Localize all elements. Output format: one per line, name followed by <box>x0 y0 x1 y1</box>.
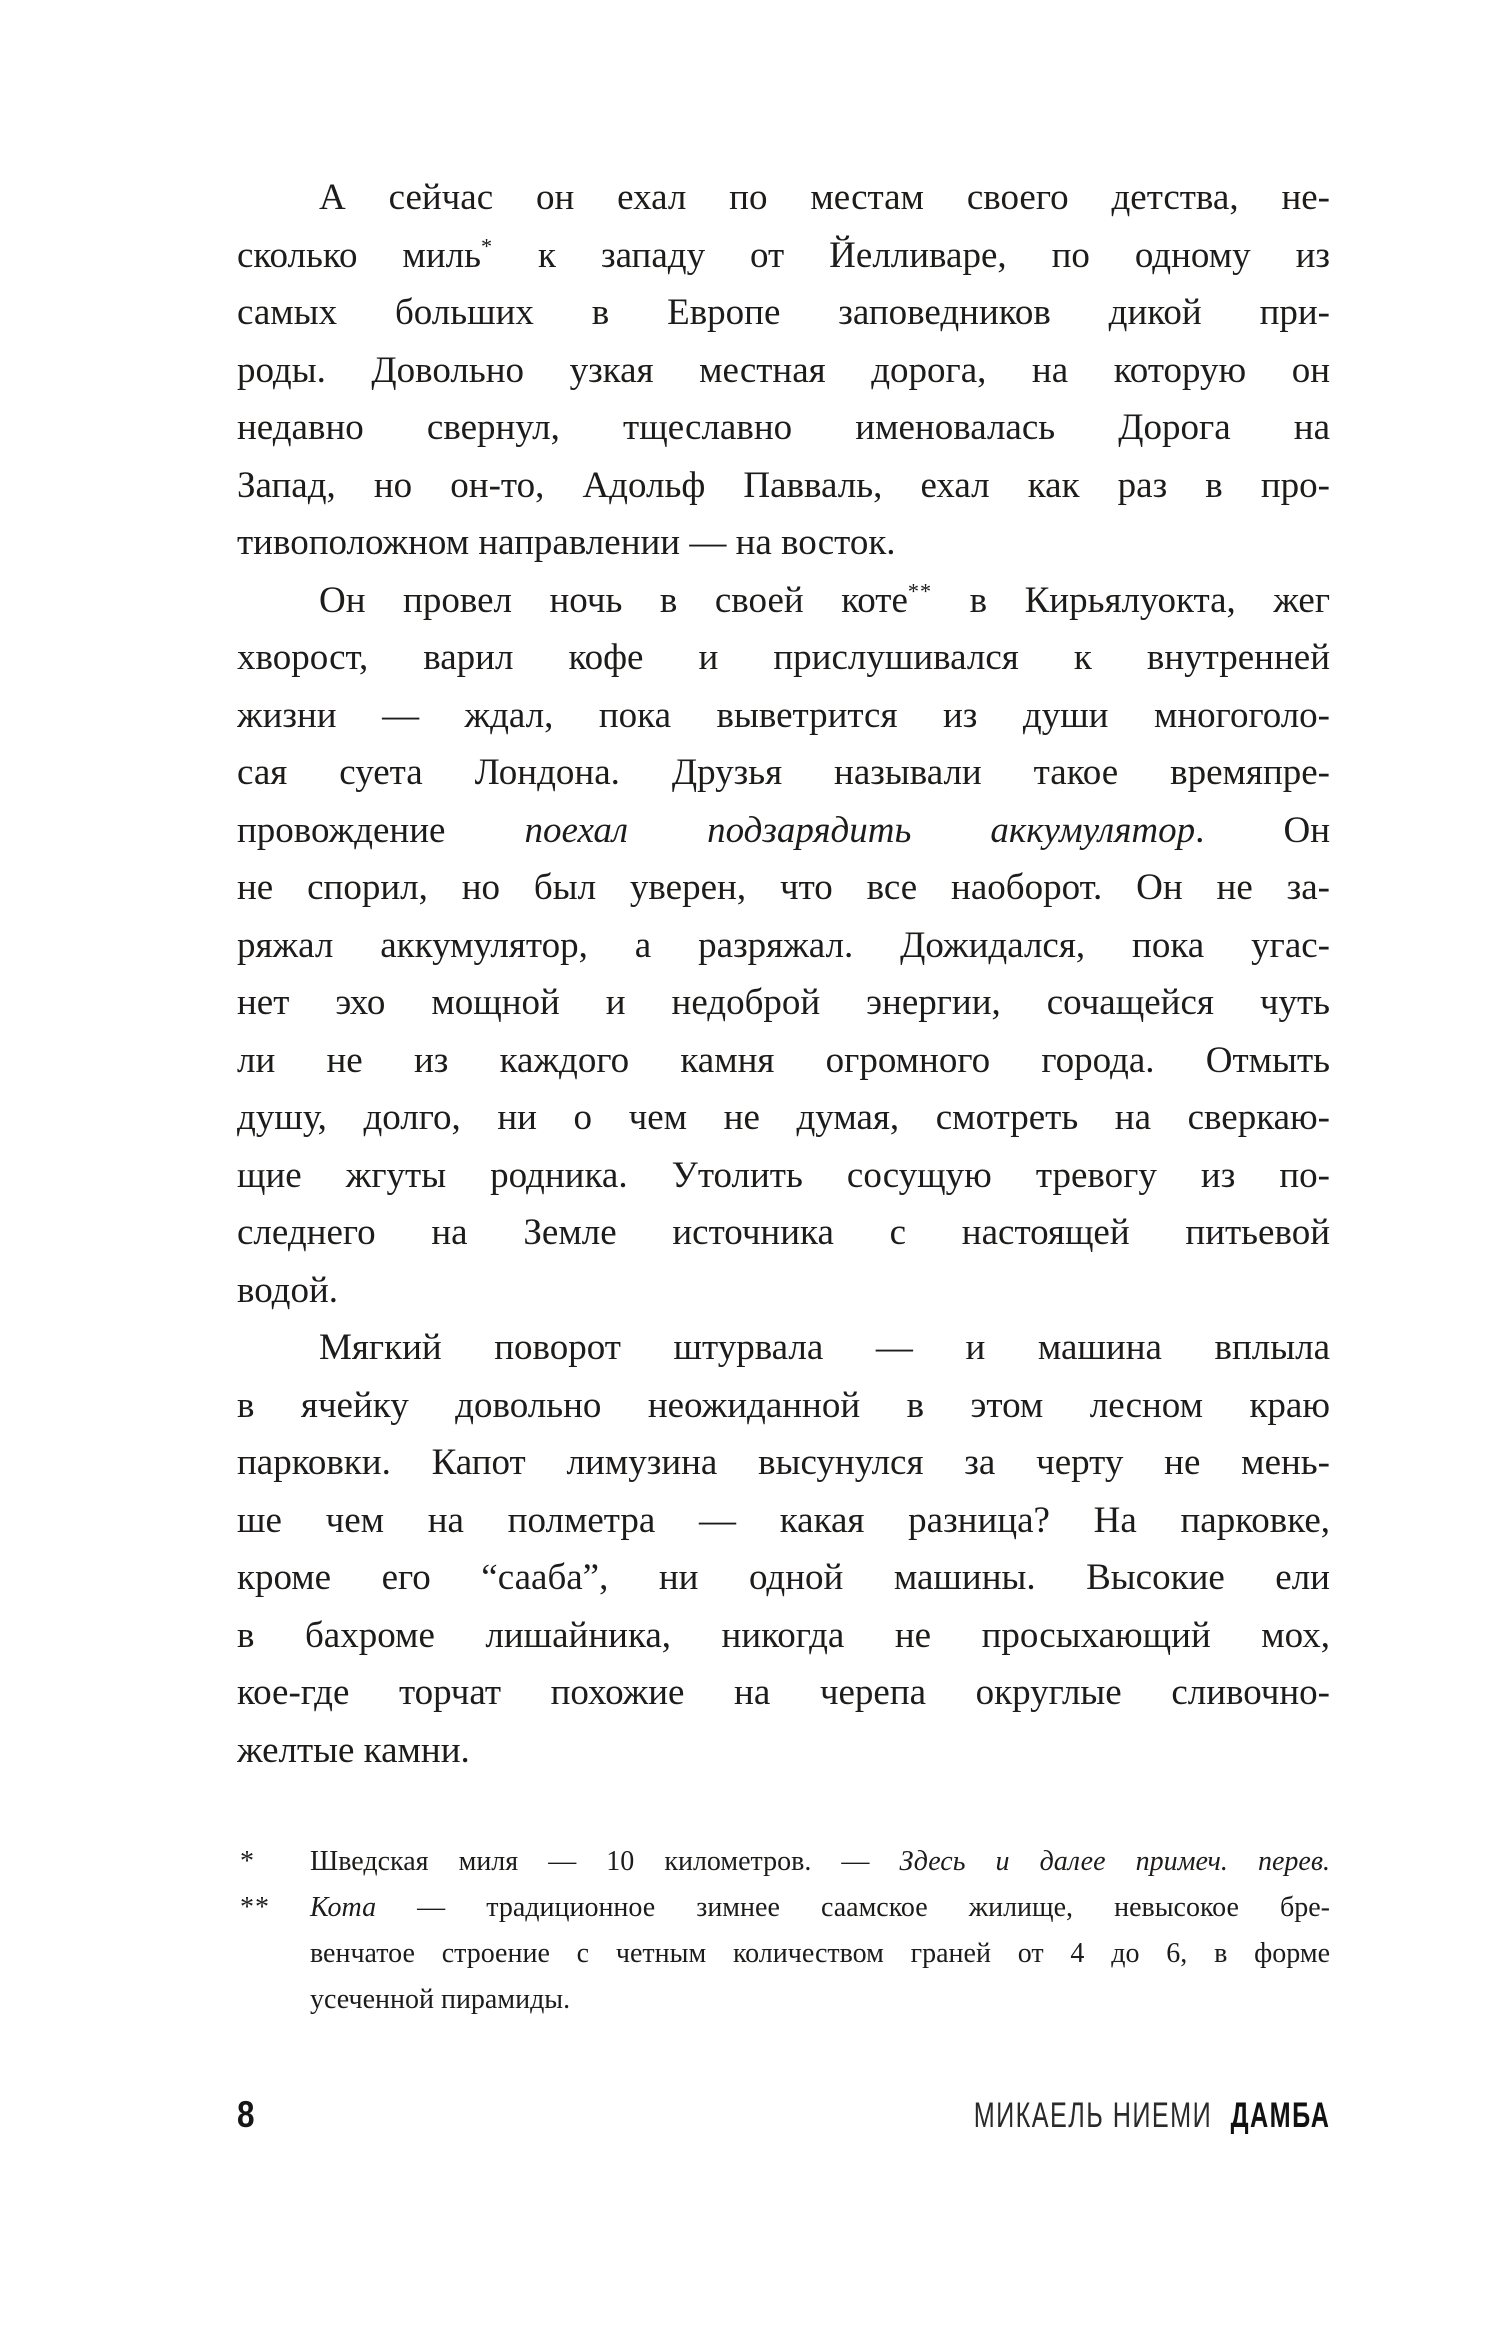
body-line <box>237 859 1330 917</box>
footnote-marker: * <box>240 1846 255 1877</box>
body-line <box>237 629 1330 687</box>
text-run: сая суета Лондона. Друзья называли такое времяпре- <box>237 752 1330 793</box>
text-run: желтые камни. <box>237 1729 470 1771</box>
body-line <box>237 1147 1330 1205</box>
body-line <box>237 917 1330 975</box>
body-text <box>237 169 1330 1779</box>
text-run: Шведская миля — 10 километров. — <box>310 1846 900 1877</box>
italic-text-run: Здесь и далее примеч. перев. <box>899 1846 1330 1877</box>
text-run: А сейчас он ехал по местам своего детства, не- <box>319 177 1330 218</box>
text-run: парковки. Капот лимузина высунулся за черту не мень- <box>237 1442 1330 1483</box>
body-line <box>237 169 1330 227</box>
body-line <box>237 572 1330 630</box>
text-run: Мягкий поворот штурвала — и машина вплыла <box>319 1327 1330 1368</box>
text-run: недавно свернул, тщеславно именовалась Дорога на <box>237 407 1330 448</box>
text-run: водой. <box>237 1269 339 1311</box>
text-run: душу, долго, ни о чем не думая, смотреть на сверкаю- <box>237 1097 1330 1138</box>
text-run: ше чем на полметра — какая разница? На парковке, <box>237 1499 1330 1541</box>
text-run: жизни — ждал, пока выветрится из души многоголо- <box>237 694 1330 736</box>
text-run: нет эхо мощной и недоброй энергии, сочащейся чуть <box>237 982 1330 1023</box>
page-footer <box>237 2094 1330 2138</box>
body-line <box>237 687 1330 745</box>
text-run: в Кирьялуокта, жег <box>932 579 1330 621</box>
text-run: щие жгуты родника. Утолить сосущую тревогу из по- <box>237 1154 1330 1196</box>
text-run: — традиционное зимнее саамское жилище, невысокое бре- <box>376 1892 1330 1923</box>
italic-text-run: поехал подзарядить аккумулятор <box>524 809 1196 851</box>
text-run: кое-где торчат похожие на черепа округлые сливочно- <box>237 1672 1330 1713</box>
footnotes <box>237 1839 1330 2023</box>
text-run: тивоположном направлении — на восток. <box>237 522 896 563</box>
body-line <box>237 1722 1330 1780</box>
text-run: провождение <box>237 809 525 851</box>
text-run: ли не из каждого камня огромного города. Отмыть <box>237 1039 1330 1081</box>
body-line <box>237 744 1330 802</box>
body-line <box>237 1089 1330 1147</box>
text-run: венчатое строение с четным количеством граней от 4 до 6, в форме <box>310 1938 1330 1969</box>
body-line <box>237 1607 1330 1665</box>
text-run: усеченной пирамиды. <box>310 1984 571 2015</box>
body-line <box>237 227 1330 285</box>
text-run: к западу от Йелливаре, по одному из <box>493 234 1330 276</box>
text-run: в ячейку довольно неожиданной в этом лесном краю <box>237 1384 1330 1426</box>
footnote-line <box>237 1977 1330 2023</box>
running-title-author: МИКАЕЛЬ НИЕМИ <box>973 2096 1212 2135</box>
body-line <box>237 457 1330 515</box>
body-line <box>237 1262 1330 1320</box>
footnote-reference-mark: ** <box>907 578 933 604</box>
footnote-marker: ** <box>240 1892 270 1923</box>
footnote-line <box>237 1839 1330 1885</box>
body-line <box>237 802 1330 860</box>
body-line <box>237 1204 1330 1262</box>
text-run: ряжал аккумулятор, а разряжал. Дожидался, пока угас- <box>237 924 1330 966</box>
text-run: в бахроме лишайника, никогда не просыхающий мох, <box>237 1614 1330 1656</box>
text-run: самых больших в Европе заповедников дикой при- <box>237 292 1330 333</box>
text-run: роды. Довольно узкая местная дорога, на которую он <box>237 349 1330 391</box>
body-line <box>237 342 1330 400</box>
body-line <box>237 974 1330 1032</box>
body-line <box>237 1492 1330 1550</box>
body-line <box>237 399 1330 457</box>
text-run: хворост, варил кофе и прислушивался к внутренней <box>237 637 1330 678</box>
text-run: сколько миль <box>237 234 481 276</box>
body-line <box>237 284 1330 342</box>
body-line <box>237 1377 1330 1435</box>
footnote-reference-mark: * <box>480 233 494 259</box>
running-title-book: ДАМБА <box>1230 2096 1330 2135</box>
page-number: 8 <box>237 2094 255 2135</box>
text-run: . Он <box>1195 809 1330 851</box>
text-run: Запад, но он-то, Адольф Павваль, ехал как раз в про- <box>237 464 1330 506</box>
running-title <box>973 2096 1330 2136</box>
body-line <box>237 1549 1330 1607</box>
body-line <box>237 1434 1330 1492</box>
text-run: следнего на Земле источника с настоящей питьевой <box>237 1212 1330 1253</box>
body-line <box>237 1319 1330 1377</box>
footnote-line <box>237 1931 1330 1977</box>
body-line <box>237 1032 1330 1090</box>
body-line <box>237 1664 1330 1722</box>
footnote-line <box>237 1885 1330 1931</box>
text-run: Он провел ночь в своей коте <box>319 579 908 621</box>
body-line <box>237 514 1330 572</box>
text-run: не спорил, но был уверен, что все наоборот. Он не за- <box>237 867 1330 908</box>
text-run: кроме его “сааба”, ни одной машины. Высокие ели <box>237 1557 1330 1598</box>
italic-text-run: Кота <box>310 1892 377 1923</box>
